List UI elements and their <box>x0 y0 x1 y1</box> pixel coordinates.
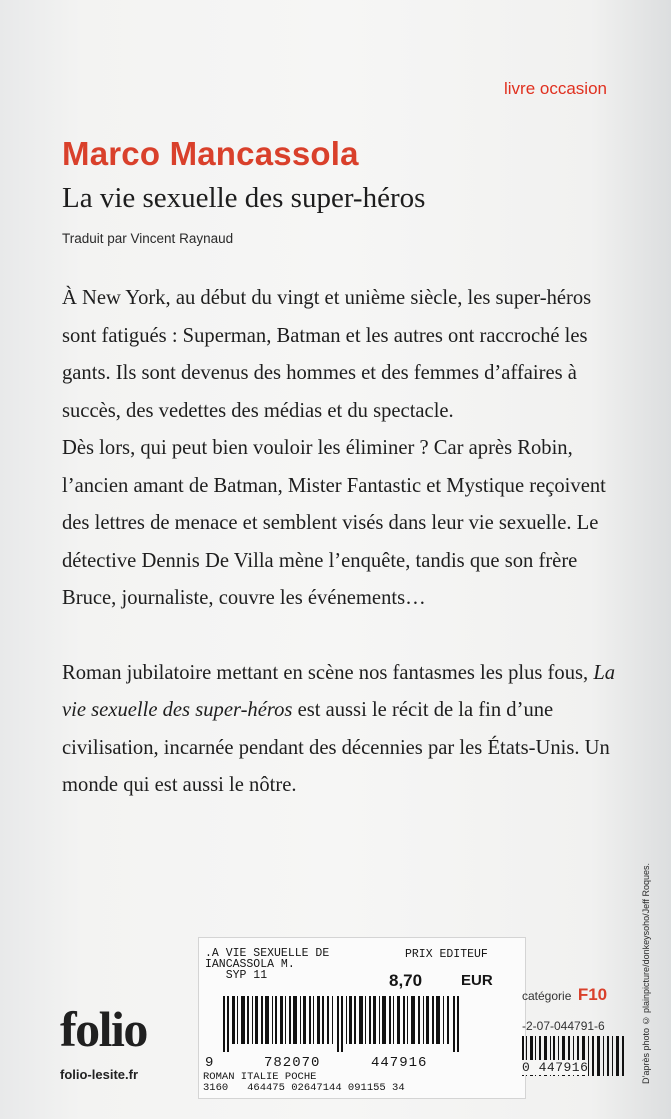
price-sticker <box>198 937 526 1099</box>
isbn-barcode-number: 0 447916 <box>522 1060 589 1075</box>
sticker-line-3: SYP 11 <box>205 969 268 982</box>
author-name: Marco Mancassola <box>62 135 359 172</box>
sticker-currency: EUR <box>461 972 493 989</box>
book-title: La vie sexuelle des super-héros <box>62 182 426 214</box>
blurb-paragraph-3 <box>62 655 622 805</box>
sticker-price-label: PRIX EDITEUF <box>405 948 488 961</box>
sticker-barcode-group-2: 447916 <box>371 1055 428 1071</box>
sticker-barcode-digit: 9 <box>205 1055 214 1071</box>
blurb-paragraph-1: À New York, au début du vingt et unième siècle, les super-héros sont fatigués : Superman, Batman et les autres ont raccroché les gants. Ils sont devenus des hommes et des femmes d’affaires à succès, des vedettes des médias et du spectacle. <box>62 287 592 422</box>
blurb <box>62 280 622 805</box>
sticker-barcode-group-1: 782070 <box>264 1055 321 1071</box>
blurb-title-italic: La vie sexuelle des super-héros <box>62 661 616 721</box>
blurb-paragraph-2: Dès lors, qui peut bien vouloir les éliminer ? Car après Robin, l’ancien amant de Batman, Mister Fantastic et Mystique reçoivent des lettres de menace et semblent visés dans leur vie sexuelle. Le détective Dennis De Villa mène l’enquête, tandis que son frère Bruce, journaliste, couvre les événements… <box>62 437 606 609</box>
photo-credit: D’après photo © plainpicture/donkeysoho/Jeff Roques. <box>641 863 651 1084</box>
folio-logo: folio <box>60 1001 147 1057</box>
isbn: -2-07-044791-6 <box>522 1019 605 1033</box>
sticker-bottom-line-2: 3160 464475 02647144 091155 34 <box>203 1082 405 1094</box>
category-code: F10 <box>577 985 608 1004</box>
category-label: catégorie <box>522 989 572 1003</box>
blurb-paragraph-3-end: est aussi le récit de la fin d’une civilisation, incarnée pendant des décennies par les États-Unis. Un monde qui est aussi le nôtre. <box>62 699 610 796</box>
sticker-title <box>205 948 329 981</box>
sticker-line-1: .A VIE SEXUELLE DE <box>205 947 330 960</box>
website: folio-lesite.fr <box>60 1067 139 1082</box>
blurb-paragraph-3-start: Roman jubilatoire mettant en scène nos fantasmes les plus fous, <box>62 661 594 684</box>
sticker-line-2: IANCASSOLA M. <box>205 958 295 971</box>
sticker-bottom <box>203 1072 405 1094</box>
sticker-barcode <box>223 996 463 1052</box>
sticker-bottom-line-1: ROMAN ITALIE POCHE <box>203 1071 317 1083</box>
category <box>522 985 607 1005</box>
sticker-price: 8,70 <box>389 971 423 990</box>
translator-credit: Traduit par Vincent Raynaud <box>62 231 234 246</box>
stamp-label: livre occasion <box>504 79 607 98</box>
